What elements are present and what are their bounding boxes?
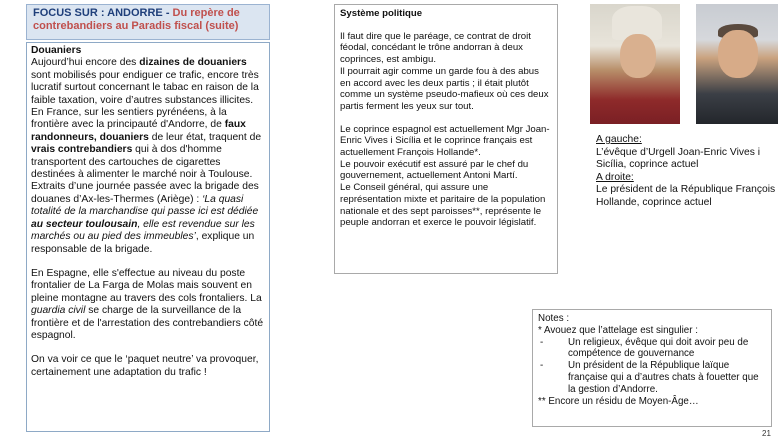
douaniers-paragraph-2: En France, sur les sentiers pyrénéens, à la frontière avec la principauté d'Andorre, de faux randonneurs, douaniers de leur état, traquent de vrais contrebandiers qui à dos d'homme transportent des cartouches de cigarettes destinées à alimenter le marché noir à Toulouse. <box>31 107 262 181</box>
notes-panel <box>532 309 772 427</box>
douaniers-panel <box>26 42 270 432</box>
caption-right-label: A droite: <box>596 171 634 183</box>
bishop-face <box>620 34 656 78</box>
photo-caption <box>596 134 782 210</box>
systeme-paragraph-5: Le Conseil général, qui assure une représentation mixte et paritaire de la population nationale et des sept paroisses**, représente le peuple andorran et exerce le pouvoir législatif. <box>340 182 546 229</box>
douaniers-paragraph-1: Aujourd’hui encore des dizaines de douaniers sont mobilisés pour endiguer ce trafic, encore très lucratif surtout concernant le tabac en raison de la faible taxation, voire d’autres substances illicites. <box>31 57 259 106</box>
caption-left-text: L’évêque d’Urgell Joan-Enric Vives i Sicília, coprince actuel <box>596 146 761 171</box>
systeme-paragraph-2: Il pourrait agir comme un garde fou à des abus en accord avec les deux partis ; il était plutôt comme un système pseudo-mafieux où ces deux partis ferment les yeux sur tout. <box>340 65 549 112</box>
page-number: 21 <box>762 429 771 438</box>
douaniers-paragraph-3: Extraits d’une journée passée avec la brigade des douanes d’Ax-les-Thermes (Ariège) : ‘La quasi totalité de la marchandise qui passe ici est dédiée au secteur toulousain, elle est revendue sur les marchés ou au pied des immeubles’, explique un responsable de la brigade. <box>31 181 259 255</box>
president-photo <box>696 4 778 124</box>
douaniers-paragraph-4: En Espagne, elle s'effectue au niveau du poste frontalier de La Farga de Molas mais souvent en pleine montagne au travers des cols frontaliers. La guardia civil se charge de la surveillance de la frontière et de l'arrestation des contrebandiers côté espagnol. <box>31 267 264 341</box>
notes-line-1: * Avouez que l’attelage est singulier : <box>538 324 698 336</box>
systeme-paragraph-4: Le pouvoir exécutif est assuré par le chef du gouvernement, actuellement Antoni Martí. <box>340 158 529 182</box>
title-focus: FOCUS SUR : ANDORRE - <box>33 7 173 19</box>
notes-line-2: ** Encore un résidu de Moyen-Âge… <box>538 395 699 407</box>
caption-left-label: A gauche: <box>596 134 642 145</box>
bishop-photo <box>590 4 680 124</box>
systeme-paragraph-3: Le coprince espagnol est actuellement Mgr Joan-Enric Vives i Sicília et le coprince français est actuellement François Hollande*. <box>340 123 550 159</box>
douaniers-heading: Douaniers <box>31 45 82 56</box>
systeme-heading: Système politique <box>340 8 423 19</box>
notes-heading: Notes : <box>538 313 570 324</box>
systeme-politique-panel <box>334 4 558 274</box>
slide-title <box>26 4 270 40</box>
douaniers-paragraph-5: On va voir ce que le ‘paquet neutre’ va provoquer, certainement une adaptation du trafic ! <box>31 354 259 378</box>
systeme-paragraph-1: Il faut dire que le paréage, ce contrat de droit féodal, concédant le trône andorran à deux coprinces, est ambigu. <box>340 30 531 66</box>
caption-right-text: Le président de la République François Hollande, coprince actuel <box>596 184 776 208</box>
notes-item-1: - Un religieux, évêque qui doit avoir peu de compétence de gouvernance <box>540 336 749 360</box>
title-subject-a: Du repère de <box>172 7 240 19</box>
notes-item-2: - Un président de la République laïque française qui a d’autres chats à fouetter que la gestion d’Andorre. <box>540 360 759 395</box>
title-subject-b: contrebandiers au Paradis fiscal (suite) <box>33 20 239 32</box>
president-face <box>718 30 758 78</box>
